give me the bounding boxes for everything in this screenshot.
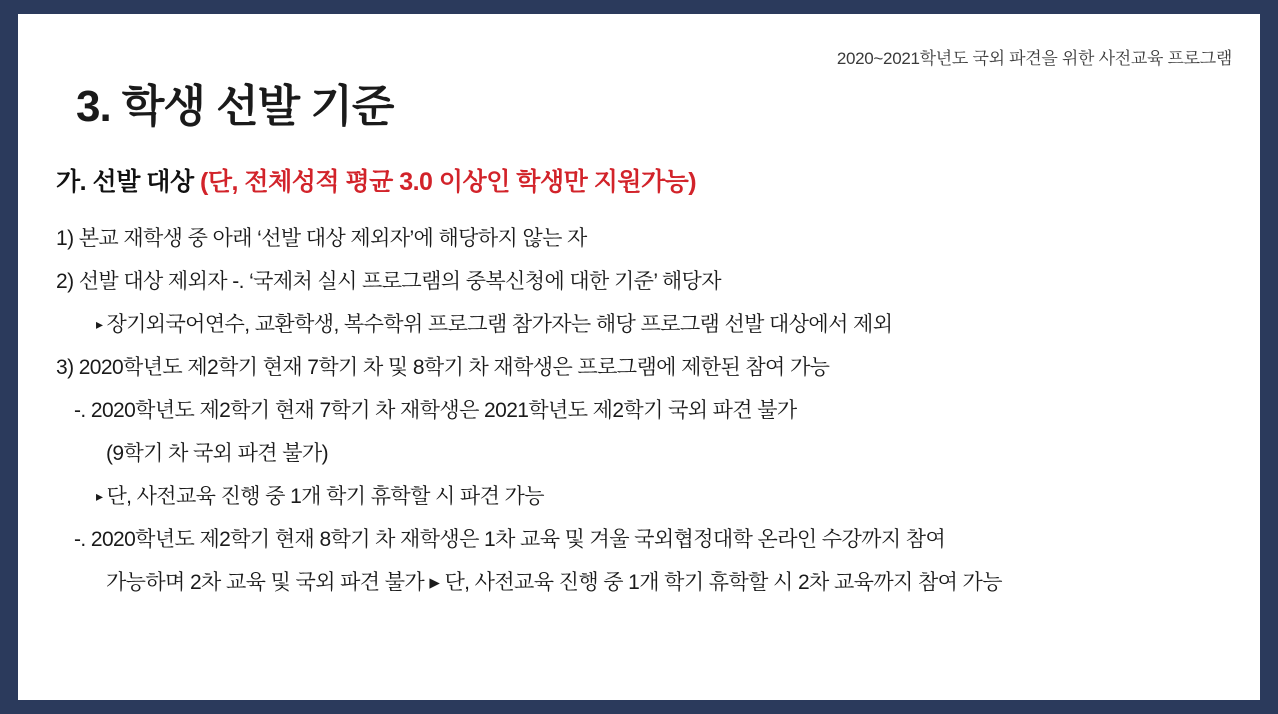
list-item: -. 2020학년도 제2학기 현재 7학기 차 재학생은 2021학년도 제2학기 국외 파견 불가	[74, 399, 797, 422]
list-item	[56, 314, 1236, 335]
list-item: -. 2020학년도 제2학기 현재 8학기 차 재학생은 1차 교육 및 겨울 국외협정대학 온라인 수강까지 참여	[74, 528, 946, 551]
triangle-bullet-icon: ▸	[96, 316, 103, 332]
list-item-text: 장기외국어연수, 교환학생, 복수학위 프로그램 참가자는 해당 프로그램 선발 대상에서 제외	[106, 313, 893, 336]
content-list	[56, 228, 1236, 615]
page-title: 3. 학생 선발 기준	[76, 82, 394, 131]
section-heading-label: 가. 선발 대상	[56, 168, 201, 196]
list-item-text: 단, 사전교육 진행 중 1개 학기 휴학할 시 파견 가능	[106, 485, 544, 508]
list-item: 2) 선발 대상 제외자 -. ‘국제처 실시 프로그램의 중복신청에 대한 기준’ 해당자	[56, 270, 721, 293]
list-item: (9학기 차 국외 파견 불가)	[106, 442, 328, 465]
triangle-bullet-icon: ▸	[96, 488, 103, 504]
list-item: 1) 본교 재학생 중 아래 ‘선발 대상 제외자’에 해당하지 않는 자	[56, 227, 587, 250]
header-note: 2020~2021학년도 국외 파견을 위한 사전교육 프로그램	[836, 49, 1232, 68]
slide	[18, 14, 1260, 700]
list-item	[56, 486, 1236, 507]
section-heading-condition: (단, 전체성적 평균 3.0 이상인 학생만 지원가능)	[200, 168, 697, 196]
list-item: 가능하며 2차 교육 및 국외 파견 불가 ▸ 단, 사전교육 진행 중 1개 학기 휴학할 시 2차 교육까지 참여 가능	[106, 571, 1002, 594]
list-item: 3) 2020학년도 제2학기 현재 7학기 차 및 8학기 차 재학생은 프로그램에 제한된 참여 가능	[56, 356, 830, 379]
section-heading	[56, 162, 696, 198]
